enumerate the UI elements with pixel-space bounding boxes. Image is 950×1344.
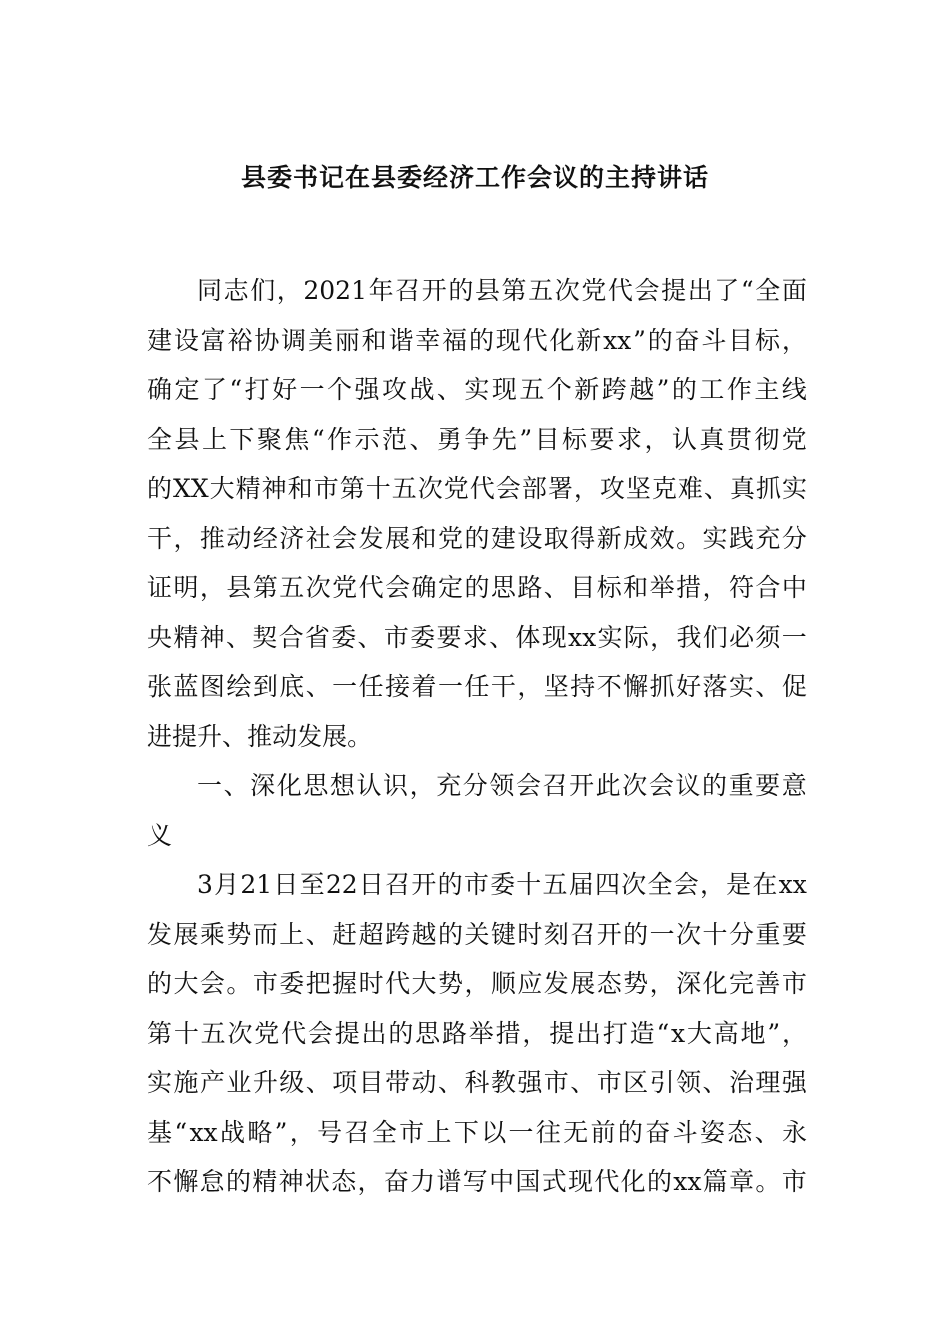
text-line: 发 展 乘 势 而 上 、 赶 超 跨 越 的 关 键 时 刻 召 开 的 一 次 十 分 重 要: [147, 919, 807, 949]
text-line: 建 设 富 裕 协 调 美 丽 和 谐 幸 福 的 现 代 化 新 xx ” 的 奋 斗 目 标 ，: [147, 325, 807, 355]
text-line: 基 “ xx 战 略 ” ， 号 召 全 市 上 下 以 一 往 无 前 的 奋 斗 姿 态 、 永: [147, 1117, 807, 1147]
text-line: 的 大 会 。 市 委 把 握 时 代 大 势 ， 顺 应 发 展 态 势 ， 深 化 完 善 市: [147, 969, 807, 998]
document-title: 县委书记在县委经济工作会议的主持讲话: [240, 163, 709, 192]
text-line: 证 明 ， 县 第 五 次 党 代 会 确 定 的 思 路 、 目 标 和 举 措 ， 符 合 中: [147, 573, 807, 602]
text-line: 进 提 升 、 推 动 发 展 。: [147, 721, 373, 751]
text-line: 实 施 产 业 升 级 、 项 目 带 动 、 科 教 强 市 、 市 区 引 领 、 治 理 强: [147, 1068, 807, 1097]
text-line: 不 懈 怠 的 精 神 状 态 ， 奋 力 谱 写 中 国 式 现 代 化 的 xx 篇 章 。 市: [147, 1167, 807, 1196]
text-line: 确 定 了 “ 打 好 一 个 强 攻 战 、 实 现 五 个 新 跨 越 ” 的 工 作 主 线: [147, 375, 807, 404]
text-line: 干 ， 推 动 经 济 社 会 发 展 和 党 的 建 设 取 得 新 成 效 。 实 践 充 分: [147, 523, 807, 553]
text-line: 第 十 五 次 党 代 会 提 出 的 思 路 举 措 ， 提 出 打 造 “ x 大 高 地 ” ，: [147, 1018, 807, 1048]
text-line: 的 XX 大 精 神 和 市 第 十 五 次 党 代 会 部 署 ， 攻 坚 克 难 、 真 抓 实: [147, 474, 807, 503]
text-line: 张 蓝 图 绘 到 底 、 一 任 接 着 一 任 干 ， 坚 持 不 懈 抓 好 落 实 、 促: [147, 672, 807, 701]
text-line: 央 精 神 、 契 合 省 委 、 市 委 要 求 、 体 现 xx 实 际 ， 我 们 必 须 一: [147, 622, 807, 652]
text-line: 同 志 们 ， 2021 年 召 开 的 县 第 五 次 党 代 会 提 出 了 “ 全 面: [197, 276, 807, 305]
text-line: 义: [147, 820, 173, 850]
text-line: 全 县 上 下 聚 焦 “ 作 示 范 、 勇 争 先 ” 目 标 要 求 ， 认 真 贯 彻 党: [147, 424, 807, 454]
text-line: 一 、 深 化 思 想 认 识 ， 充 分 领 会 召 开 此 次 会 议 的 重 要 意: [197, 771, 807, 800]
text-line: 3 月 21 日 至 22 日 召 开 的 市 委 十 五 届 四 次 全 会 ， 是 在 xx: [197, 870, 807, 899]
document-body: [147, 266, 807, 1207]
